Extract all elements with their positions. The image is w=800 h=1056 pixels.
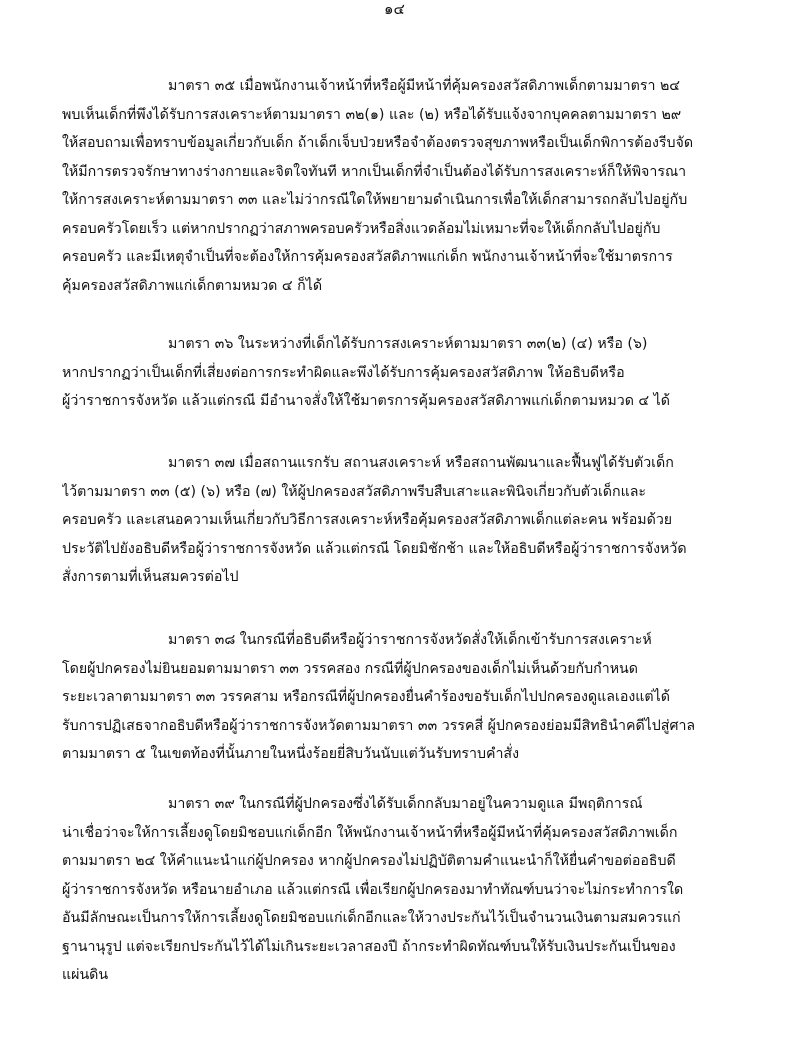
section-39 — [62, 790, 752, 990]
section-line: รับการปฏิเสธจากอธิบดีหรือผู้ว่าราชการจังหวัดตามมาตรา ๓๓ วรรคสี่ ผู้ปกครองย่อมมีสิทธินำคดีไปสู่ศาล — [62, 717, 696, 734]
section-line: ระยะเวลาตามมาตรา ๓๓ วรรคสาม หรือกรณีที่ผู้ปกครองยื่นคำร้องขอรับเด็กไปปกครองดูแลเองแต่ได้ — [62, 689, 670, 705]
section-line: พบเห็นเด็กที่พึงได้รับการสงเคราะห์ตามมาตรา ๓๒(๑) และ (๒) หรือได้รับแจ้งจากบุคคลตามมาตรา ๒๙ — [62, 106, 682, 123]
section-36 — [62, 330, 752, 416]
section-line: น่าเชื่อว่าจะให้การเลี้ยงดูโดยมิชอบแก่เด็กอีก ให้พนักงานเจ้าหน้าที่หรือผู้มีหน้าที่คุ้มครองสวัสดิภาพเด็ก — [62, 824, 678, 841]
section-line: มาตรา ๓๘ ในกรณีที่อธิบดีหรือผู้ว่าราชการจังหวัดสั่งให้เด็กเข้ารับการสงเคราะห์ — [168, 632, 652, 648]
section-line: แผ่นดิน — [62, 967, 109, 983]
section-line: ครอบครัวโดยเร็ว แต่หากปรากฏว่าสภาพครอบครัวหรือสิ่งแวดล้อมไม่เหมาะที่จะให้เด็กกลับไปอยู่กับ — [62, 220, 661, 237]
section-line: ให้มีการตรวจรักษาทางร่างกายและจิตใจทันที หากเป็นเด็กที่จำเป็นต้องได้รับการสงเคราะห์ก็ให้พิจารณา — [62, 163, 687, 180]
section-line: ครอบครัว และมีเหตุจำเป็นที่จะต้องให้การคุ้มครองสวัสดิภาพแก่เด็ก พนักงานเจ้าหน้าที่จะใช้มาตรการ — [62, 249, 673, 265]
section-line: มาตรา ๓๖ ในระหว่างที่เด็กได้รับการสงเคราะห์ตามมาตรา ๓๓(๒) (๔) หรือ (๖) — [168, 336, 648, 352]
section-line: ตามมาตรา ๒๔ ให้คำแนะนำแก่ผู้ปกครอง หากผู้ปกครองไม่ปฏิบัติตามคำแนะนำก็ให้ยื่นคำขอต่ออธิบดี — [62, 853, 676, 869]
section-line: ให้สอบถามเพื่อทราบข้อมูลเกี่ยวกับเด็ก ถ้าเด็กเจ็บป่วยหรือจำต้องตรวจสุขภาพหรือเป็นเด็กพิการต้องรีบจัด — [62, 135, 694, 151]
section-line: ผู้ว่าราชการจังหวัด แล้วแต่กรณี มีอำนาจสั่งให้ใช้มาตรการคุ้มครองสวัสดิภาพแก่เด็กตามหมวด ๔ ได้ — [62, 393, 671, 409]
section-line: ประวัติไปยังอธิบดีหรือผู้ว่าราชการจังหวัด แล้วแต่กรณี โดยมิชักช้า และให้อธิบดีหรือผู้ว่าราชการจังหวัด — [62, 540, 687, 557]
section-37 — [62, 449, 752, 592]
section-line: อันมีลักษณะเป็นการให้การเลี้ยงดูโดยมิชอบแก่เด็กอีกและให้วางประกันไว้เป็นจำนวนเงินตามสมควรแก่ — [62, 910, 681, 926]
section-line: ฐานานุรูป แต่จะเรียกประกันไว้ได้ไม่เกินระยะเวลาสองปี ถ้ากระทำผิดทัณฑ์บนให้รับเงินประกันเป็นของ — [62, 938, 676, 955]
section-line: คุ้มครองสวัสดิภาพแก่เด็กตามหมวด ๔ ก็ได้ — [62, 277, 323, 294]
section-line: โดยผู้ปกครองไม่ยินยอมตามมาตรา ๓๓ วรรคสอง กรณีที่ผู้ปกครองของเด็กไม่เห็นด้วยกับกำหนด — [62, 660, 638, 677]
section-line: มาตรา ๓๗ เมื่อสถานแรกรับ สถานสงเคราะห์ หรือสถานพัฒนาและฟื้นฟูได้รับตัวเด็ก — [168, 455, 674, 471]
section-line: มาตรา ๓๕ เมื่อพนักงานเจ้าหน้าที่หรือผู้มีหน้าที่คุ้มครองสวัสดิภาพเด็กตามมาตรา ๒๔ — [168, 78, 681, 94]
section-line: ให้การสงเคราะห์ตามมาตรา ๓๓ และไม่ว่ากรณีใดให้พยายามดำเนินการเพื่อให้เด็กสามารถกลับไปอยู่กับ — [62, 192, 688, 208]
section-line: ไว้ตามมาตรา ๓๓ (๕) (๖) หรือ (๗) ให้ผู้ปกครองสวัสดิภาพรีบสืบเสาะและพินิจเกี่ยวกับตัวเด็กและ — [62, 483, 647, 500]
section-line: ผู้ว่าราชการจังหวัด หรือนายอำเภอ แล้วแต่กรณี เพื่อเรียกผู้ปกครองมาทำทัณฑ์บนว่าจะไม่กระทำการใด — [62, 881, 684, 898]
section-line: ครอบครัว และเสนอความเห็นเกี่ยวกับวิธีการสงเคราะห์หรือคุ้มครองสวัสดิภาพเด็กแต่ละคน พร้อมด้วย — [62, 512, 673, 528]
section-38 — [62, 626, 752, 769]
page-number: ๑๔ — [384, 0, 405, 18]
section-35 — [62, 72, 752, 300]
section-line: หากปรากฏว่าเป็นเด็กที่เสี่ยงต่อการกระทำผิดและพึงได้รับการคุ้มครองสวัสดิภาพ ให้อธิบดีหรือ — [62, 364, 625, 381]
section-line: ตามมาตรา ๕ ในเขตท้องที่นั้นภายในหนึ่งร้อยยี่สิบวันนับแต่วันรับทราบคำสั่ง — [62, 746, 520, 762]
section-line: มาตรา ๓๙ ในกรณีที่ผู้ปกครองซึ่งได้รับเด็กกลับมาอยู่ในความดูแล มีพฤติการณ์ — [168, 796, 643, 812]
section-line: สั่งการตามที่เห็นสมควรต่อไป — [62, 569, 239, 585]
